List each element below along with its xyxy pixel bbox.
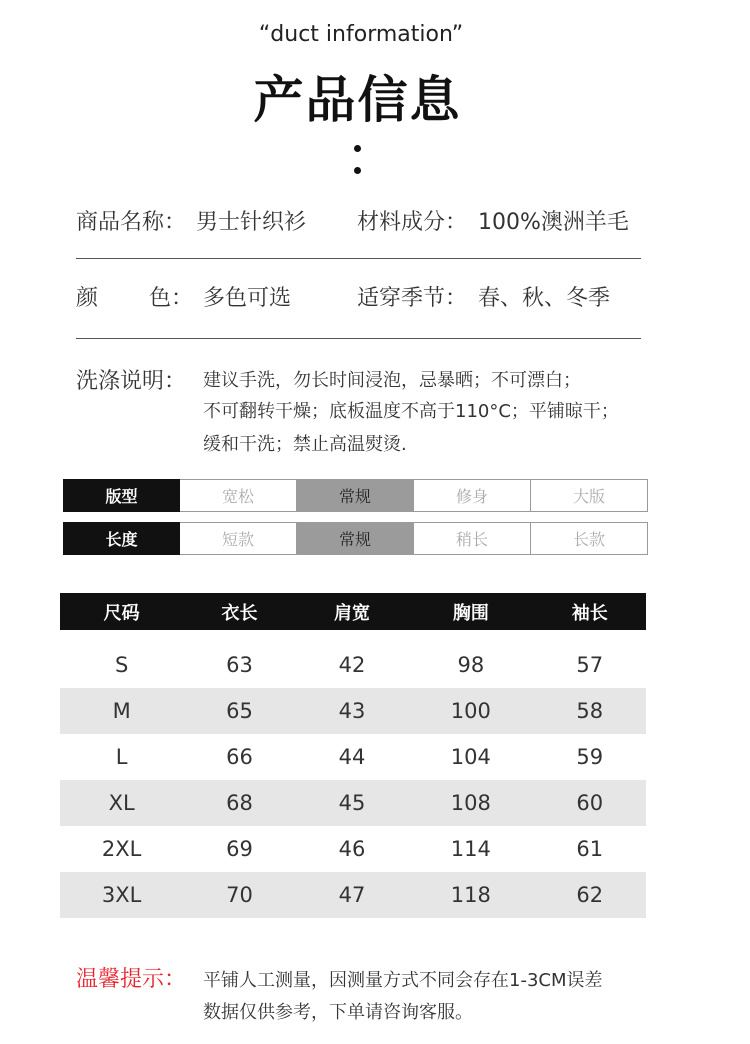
size-table-header	[60, 593, 646, 630]
cell-sleeve: 58	[533, 688, 646, 734]
fit-option-slim: 修身	[414, 479, 531, 512]
cell-length: 68	[183, 780, 295, 826]
cell-size: 3XL	[60, 872, 183, 918]
cell-size: L	[115, 745, 128, 769]
table-row	[60, 688, 646, 734]
header-size: 尺码	[60, 593, 183, 630]
wash-instruction-line: 不可翻转干燥；底板温度不高于110°C；平铺晾干；	[203, 401, 619, 422]
color-label-start: 颜	[76, 286, 99, 311]
material-label: 材料成分：	[357, 210, 468, 235]
table-row	[60, 642, 646, 688]
cell-shoulder: 47	[296, 872, 408, 918]
length-option-regular: 常规	[297, 522, 414, 555]
cell-chest: 108	[408, 780, 533, 826]
wash-instruction-line: 缓和干洗；禁止高温熨烫.	[203, 434, 407, 455]
cell-shoulder: 46	[338, 837, 366, 861]
tip-label: 温馨提示：	[76, 967, 187, 992]
season-label: 适穿季节：	[357, 286, 468, 311]
product-name-label: 商品名称：	[76, 210, 187, 235]
fit-option-oversize: 大版	[531, 479, 648, 512]
cell-shoulder: 45	[296, 780, 408, 826]
cell-chest: 118	[408, 872, 533, 918]
length-label: 长度	[63, 522, 180, 555]
cell-chest: 104	[450, 745, 491, 769]
material-value: 100%澳洲羊毛	[478, 210, 629, 235]
cell-chest: 100	[408, 688, 533, 734]
table-row	[60, 872, 646, 918]
cell-sleeve: 57	[576, 653, 604, 677]
cell-length: 65	[183, 688, 295, 734]
cell-chest: 114	[450, 837, 491, 861]
cell-sleeve: 59	[576, 745, 604, 769]
section-subtitle: “duct information”	[258, 22, 464, 47]
table-row	[60, 780, 646, 826]
size-table	[60, 593, 646, 918]
header-sleeve: 袖长	[533, 593, 646, 630]
header-length: 衣长	[183, 593, 295, 630]
cell-length: 66	[226, 745, 253, 769]
wash-instructions-label: 洗涤说明：	[76, 369, 187, 394]
season-value: 春、秋、冬季	[478, 286, 611, 311]
fit-option-regular: 常规	[297, 479, 414, 512]
cell-sleeve: 61	[576, 837, 604, 861]
cell-length: 63	[226, 653, 253, 677]
tip-line: 平铺人工测量，因测量方式不同会存在1-3CM误差	[203, 970, 603, 991]
cell-shoulder: 43	[296, 688, 408, 734]
header-chest: 胸围	[408, 593, 533, 630]
fit-option-loose: 宽松	[180, 479, 297, 512]
colon-decoration	[354, 145, 364, 177]
color-value: 多色可选	[203, 286, 292, 311]
cell-length: 70	[183, 872, 295, 918]
cell-length: 69	[226, 837, 253, 861]
tip-line: 数据仅供参考，下单请咨询客服。	[203, 1002, 473, 1023]
cell-size: 2XL	[101, 837, 142, 861]
cell-size: M	[60, 688, 183, 734]
cell-shoulder: 44	[338, 745, 366, 769]
cell-shoulder: 42	[338, 653, 366, 677]
cell-size: XL	[60, 780, 183, 826]
cell-size: S	[114, 653, 129, 677]
length-option-long: 长款	[531, 522, 648, 555]
header-shoulder: 肩宽	[296, 593, 408, 630]
fit-label: 版型	[63, 479, 180, 512]
table-row	[60, 826, 646, 872]
cell-sleeve: 62	[533, 872, 646, 918]
table-row	[60, 734, 646, 780]
page-title: 产品信息	[253, 71, 462, 129]
length-selector	[63, 522, 648, 555]
product-name-value: 男士针织衫	[196, 210, 307, 235]
color-label-end: 色：	[149, 286, 194, 311]
divider	[76, 258, 641, 259]
length-option-short: 短款	[180, 522, 297, 555]
cell-sleeve: 60	[533, 780, 646, 826]
cell-chest: 98	[457, 653, 485, 677]
length-option-longer: 稍长	[414, 522, 531, 555]
wash-instruction-line: 建议手洗，勿长时间浸泡，忌暴晒；不可漂白；	[203, 370, 581, 391]
divider	[76, 338, 641, 339]
fit-selector	[63, 479, 648, 512]
